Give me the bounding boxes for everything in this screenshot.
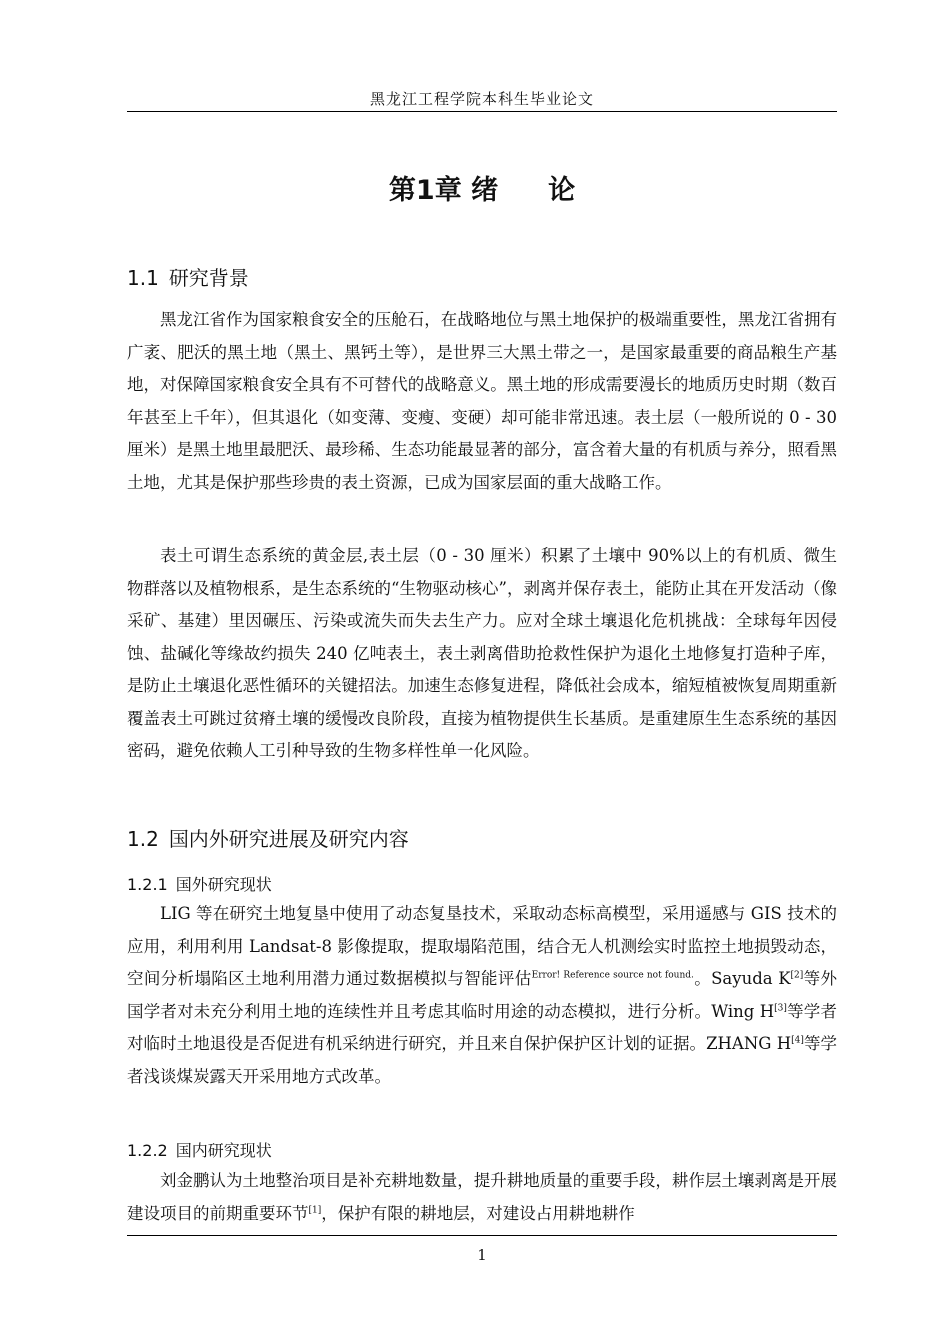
text-run: 。Sayuda K: [693, 969, 791, 988]
subsection-number: 1.2.1: [127, 875, 168, 894]
citation-ref-3[interactable]: [3]: [774, 1003, 787, 1013]
citation-error: Error! Reference source not found.: [531, 970, 694, 981]
page-header: 黑龙江工程学院本科生毕业论文: [369, 90, 594, 108]
citation-ref-2[interactable]: [2]: [790, 970, 804, 981]
citation-ref-4[interactable]: [4]: [791, 1035, 804, 1046]
section-number: 1.2: [127, 827, 159, 851]
chapter-title-start: 第1章 绪: [388, 175, 499, 206]
section-heading-1-2: [127, 823, 409, 852]
chapter-title: [127, 168, 837, 207]
subsection-title: 国外研究现状: [175, 875, 272, 894]
subsection-heading-1-2-1: [127, 872, 272, 895]
text-run: 等学者对临时土地退役是否促进有机采纳进行研究，并且来自保护保护区计划的证据。ZHANG H: [127, 1001, 837, 1053]
paragraph-background-1: 黑龙江省作为国家粮食安全的压舱石，在战略地位与黑土地保护的极端重要性，黑龙江省拥有广袤、肥沃的黑土地（黑土、黑钙土等），是世界三大黑土带之一，是国家最重要的商品粮生产基地，对保障国家粮食安全具有不可替代的战略意义。黑土地的形成需要漫长的地质历史时期（数百年甚至上千年），但其退化（如变薄、变瘦、变硬）却可能非常迅速。表土层（一般所说的 0 - 30 厘米）是黑土地里最肥沃、最珍稀、生态功能最显著的部分，富含着大量的有机质与养分，照看黑土地，尤其是保护那些珍贵的表土资源，已成为国家层面的重大战略工作。: [127, 310, 837, 492]
text-run: ，保护有限的耕地层，对建设占用耕地耕作: [321, 1203, 635, 1223]
subsection-title: 国内研究现状: [175, 1141, 272, 1160]
footer-rule: [127, 1235, 837, 1236]
paragraph-domestic-research: [127, 1165, 837, 1230]
text-run: 刘金鹏认为土地整治项目是补充耕地数量，提升耕地质量的重要手段，耕作层土壤剥离是开展建设项目的前期重要环节: [127, 1171, 837, 1223]
page-number: 1: [477, 1246, 487, 1264]
text-run: 等学者浅谈煤炭露天开采用地方式改革。: [127, 1034, 837, 1086]
subsection-heading-1-2-2: [127, 1138, 272, 1161]
chapter-title-end: 论: [548, 175, 576, 206]
paragraph-foreign-research: [127, 898, 837, 1093]
text-run: 等外国学者对未充分利用土地的连续性并且考虑其临时用途的动态模拟，进行分析。Wing H: [127, 969, 838, 1021]
section-title: 国内外研究进展及研究内容: [168, 827, 409, 851]
section-title: 研究背景: [168, 266, 249, 290]
text-run: LIG 等在研究土地复垦中使用了动态复垦技术，采取动态标高模型，采用遥感与 GIS 技术的应用，利用利用 Landsat-8 影像提取，提取塌陷范围，结合无人机测绘实时监控土地损毁动态，空间分析塌陷区土地利用潜力通过数据模拟与智能评估: [127, 904, 837, 988]
header-rule: [127, 111, 837, 112]
paragraph-background-2: 表土可谓生态系统的黄金层,表土层（0 - 30 厘米）积累了土壤中 90%以上的有机质、微生物群落以及植物根系，是生态系统的“生物驱动核心”，剥离并保存表土，能防止其在开发活动（像采矿、基建）里因碾压、污染或流失而失去生产力。应对全球土壤退化危机挑战：全球每年因侵蚀、盐碱化等缘故约损失 240 亿吨表土，表土剥离借助抢救性保护为退化土地修复打造种子库，是防止土壤退化恶性循环的关键招法。加速生态修复进程，降低社会成本，缩短植被恢复周期重新覆盖表土可跳过贫瘠土壤的缓慢改良阶段，直接为植物提供生长基质。是重建原生生态系统的基因密码，避免依赖人工引种导致的生物多样性单一化风险。: [127, 546, 837, 760]
section-number: 1.1: [127, 266, 159, 290]
citation-ref-1[interactable]: [1]: [308, 1205, 322, 1215]
section-heading-1-1: [127, 262, 249, 291]
subsection-number: 1.2.2: [127, 1141, 168, 1160]
